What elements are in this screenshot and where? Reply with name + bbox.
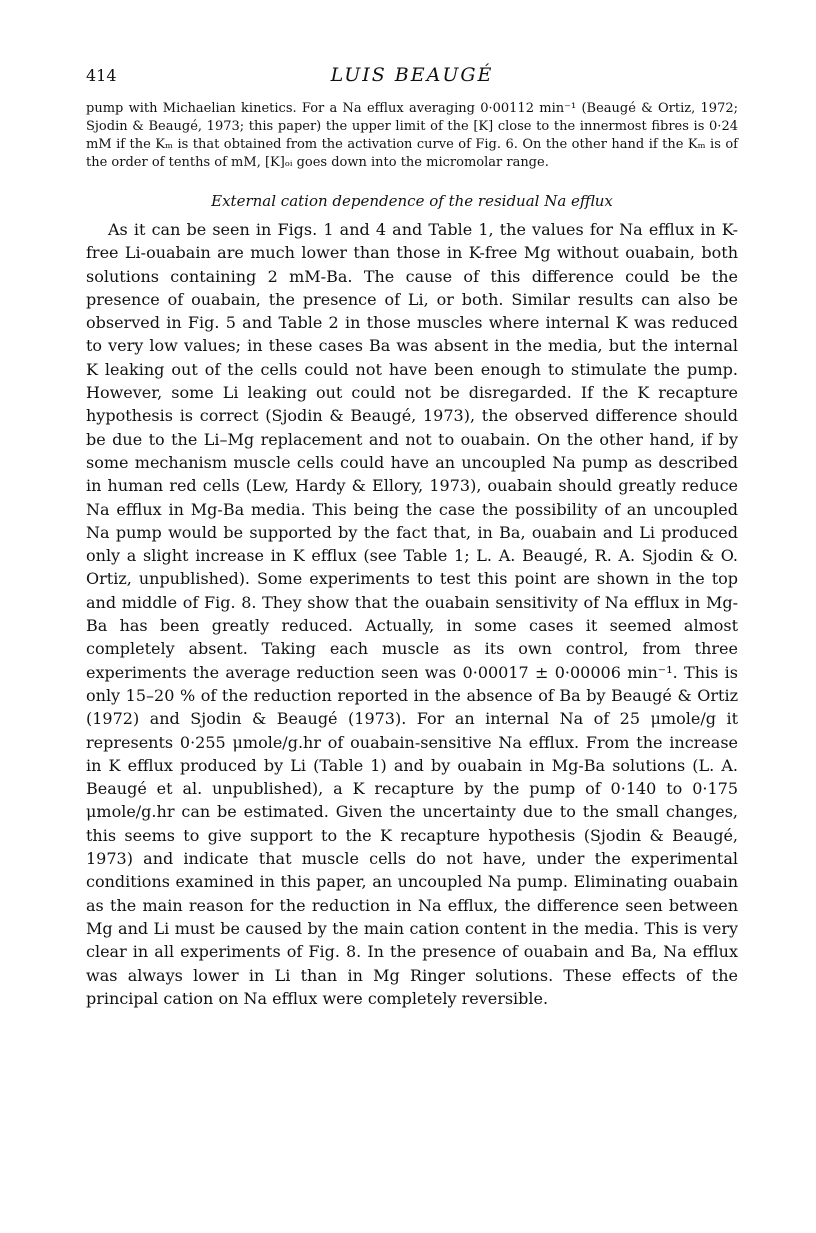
top-paragraph: pump with Michaelian kinetics. For a Na efflux averaging 0·00112 min⁻¹ (Beaugé & Ortiz, 1972; Sjodin & Beaugé, 1973; this paper) the upper limit of the [K] close to the innermost fibres is 0·24 mM if the Kₘ is that obtained from the activation curve of Fig. 6. On the other hand if the Kₘ is of the order of tenths of mM, [K]ₒᵢ goes down into the micromolar range. [86,101,738,170]
page-number: 414 [86,66,117,85]
main-paragraph: As it can be seen in Figs. 1 and 4 and Table 1, the values for Na efflux in K-free Li-ouabain are much lower than those in K-free Mg without ouabain, both solutions containing 2 mM-Ba. The cause of this difference could be the presence of ouabain, the presence of Li, or both. Similar results can also be observed in Fig. 5 and Table 2 in those muscles where internal K was reduced to very low values; in these cases Ba was absent in the media, but the internal K leaking out of the cells could not have been enough to stimulate the pump. However, some Li leaking out could not be disregarded. If the K recapture hypothesis is correct (Sjodin & Beaugé, 1973), the observed difference should be due to the Li–Mg replacement and not to ouabain. On the other hand, if by some mechanism muscle cells could have an uncoupled Na pump as described in human red cells (Lew, Hardy & Ellory, 1973), ouabain should greatly reduce Na efflux in Mg-Ba media. This being the case the possibility of an uncoupled Na pump would be supported by the fact that, in Ba, ouabain and Li produced only a slight increase in K efflux (see Table 1; L. A. Beaugé, R. A. Sjodin & O. Ortiz, unpublished). Some experiments to test this point are shown in the top and middle of Fig. 8. They show that the ouabain sensitivity of Na efflux in Mg-Ba has been greatly reduced. Actually, in some cases it seemed almost completely absent. Taking each muscle as its own control, from three experiments the average reduction seen was 0·00017 ± 0·00006 min⁻¹. This is only 15–20 % of the reduction reported in the absence of Ba by Beaugé & Ortiz (1972) and Sjodin & Beaugé (1973). For an internal Na of 25 μmole/g it represents 0·255 μmole/g.hr of ouabain-sensitive Na efflux. From the increase in K efflux produced by Li (Table 1) and by ouabain in Mg-Ba solutions (L. A. Beaugé et al. unpublished), a K recapture by the pump of 0·140 to 0·175 μmole/g.hr can be estimated. Given the uncertainty due to the small changes, this seems to give support to the K recapture hypothesis (Sjodin & Beaugé, 1973) and indicate that muscle cells do not have, under the experimental conditions examined in this paper, an uncoupled Na pump. Eliminating ouabain as the main reason for the reduction in Na efflux, the difference seen between Mg and Li must be caused by the main cation content in the media. This is very clear in all experiments of Fig. 8. In the presence of ouabain and Ba, Na efflux was always lower in Li than in Mg Ringer solutions. These effects of the principal cation on Na efflux were completely reversible. [86,220,738,1008]
page [86,64,738,1010]
section-heading: External cation dependence of the residual Na efflux [211,192,613,210]
running-head: LUIS BEAUGÉ [330,64,494,86]
page-header [86,64,738,100]
